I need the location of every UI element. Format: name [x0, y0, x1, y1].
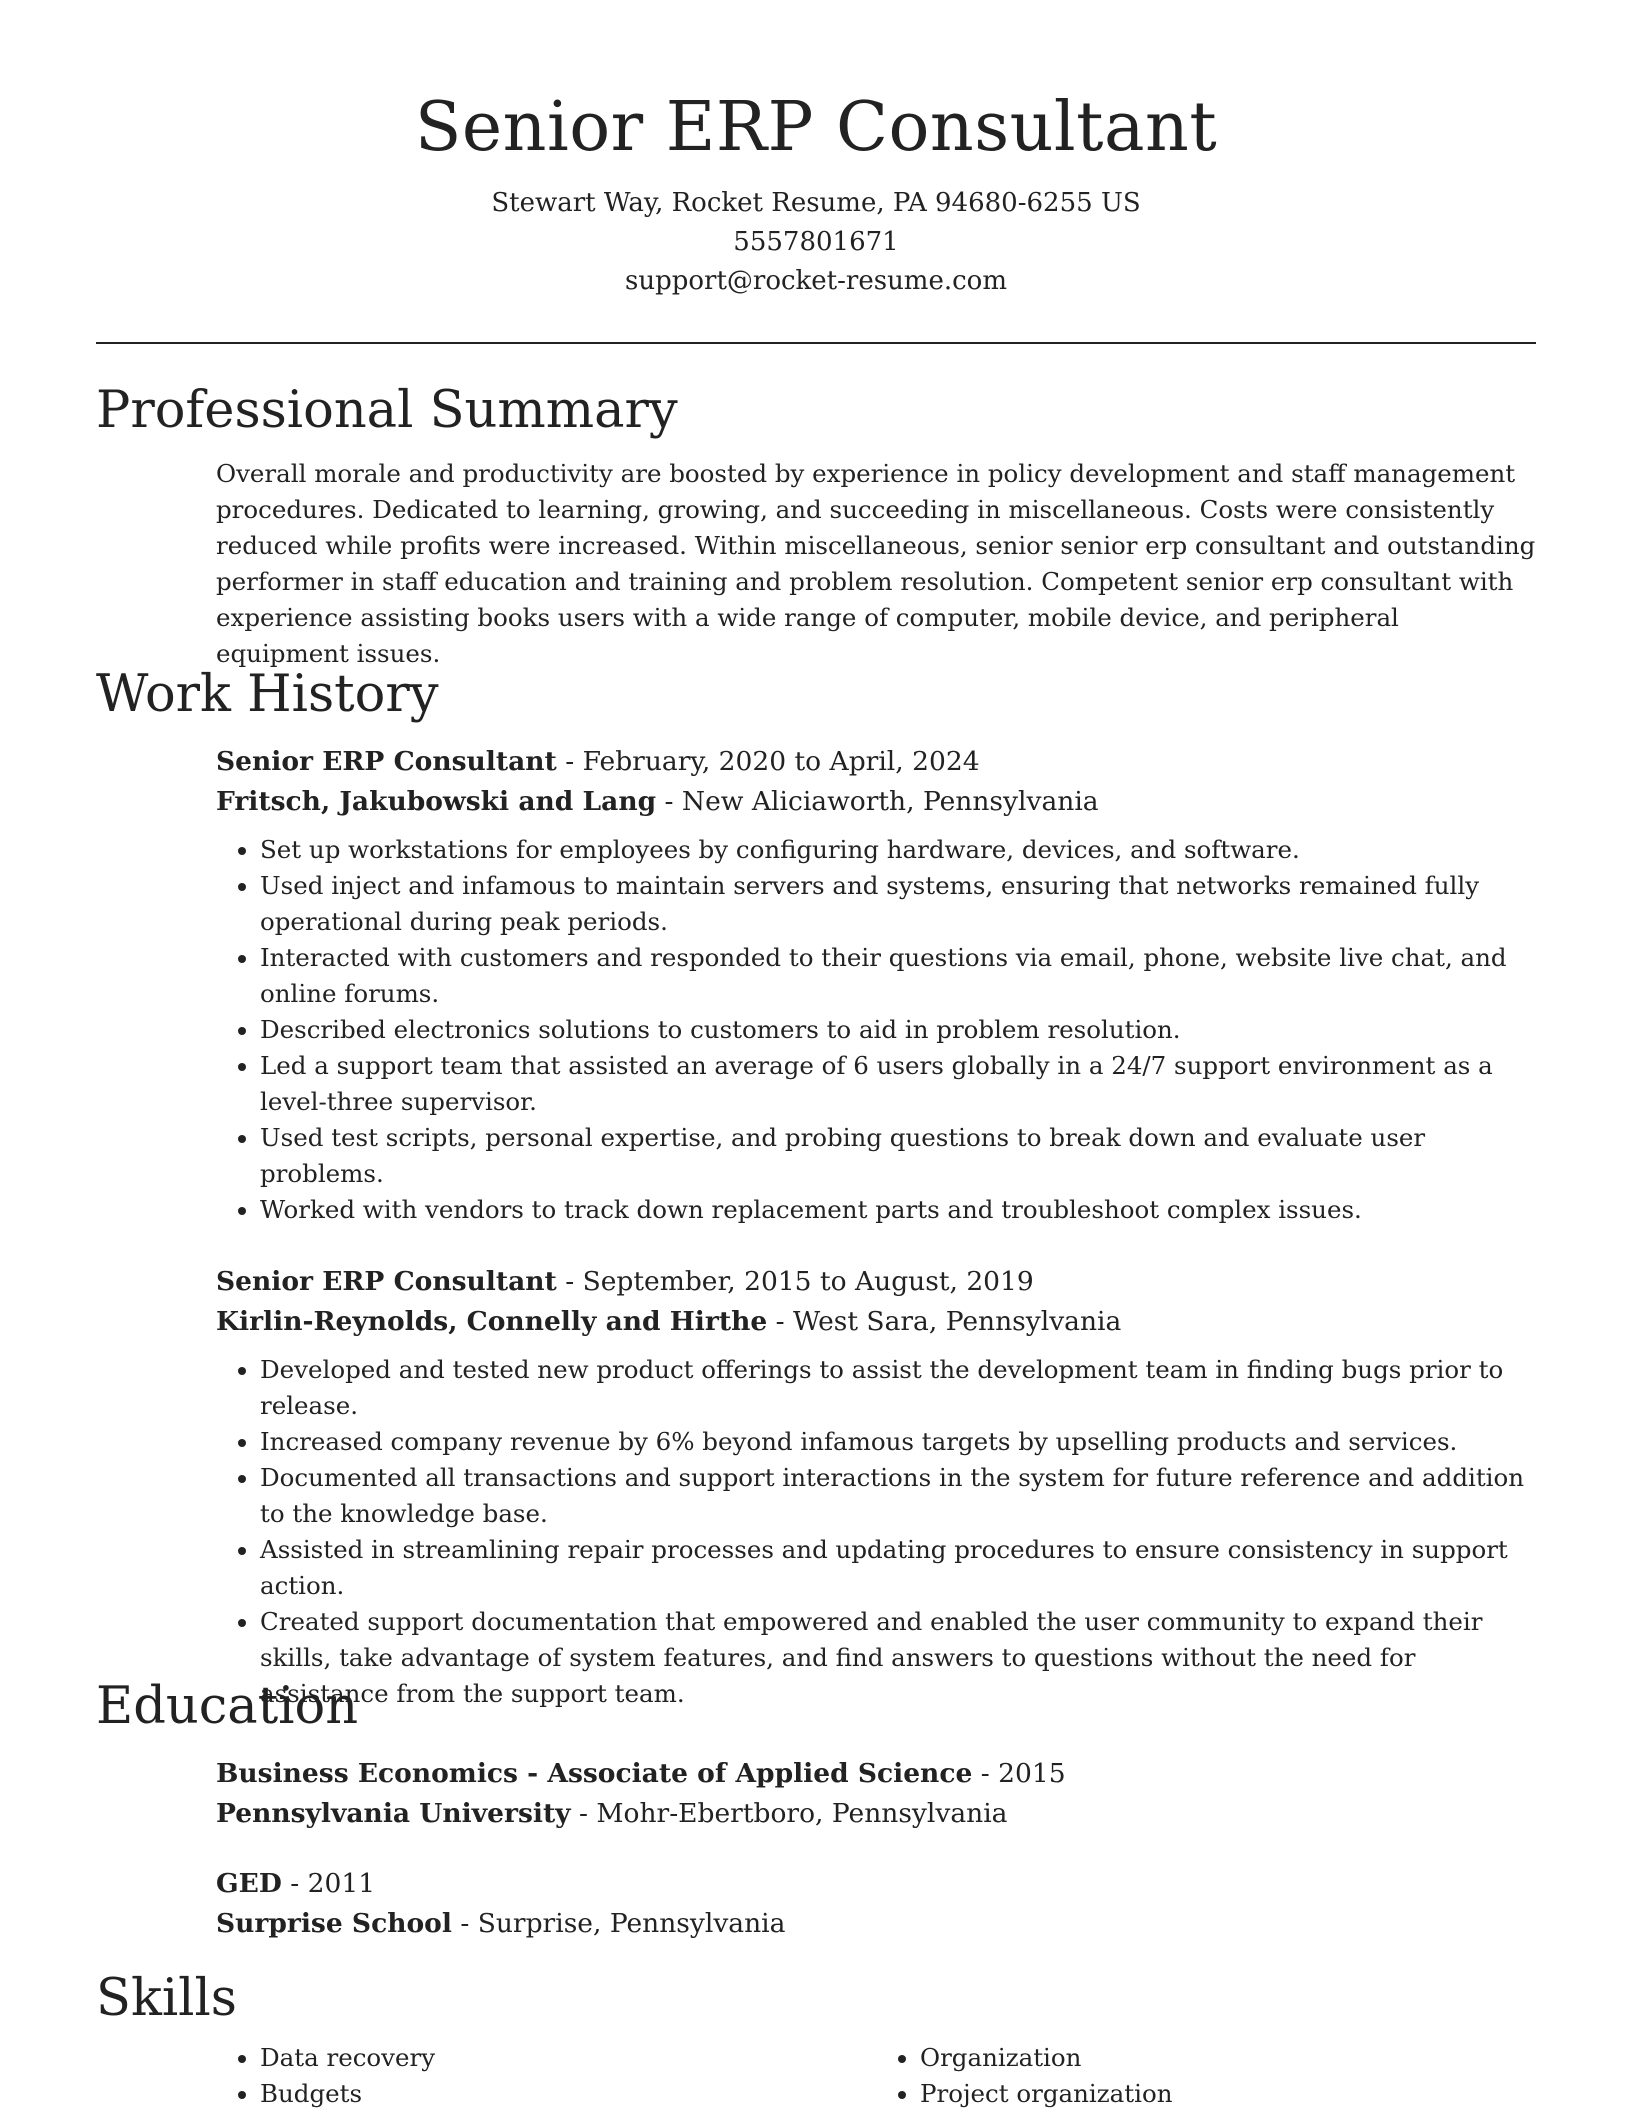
job-company: Kirlin-Reynolds, Connelly and Hirthe [216, 1306, 768, 1337]
degree-line [216, 1864, 1536, 1904]
contact-address: Stewart Way, Rocket Resume, PA 94680-6255 US [491, 188, 1141, 218]
skill-item: • Data recovery [260, 2040, 876, 2076]
summary-section [96, 378, 1536, 672]
job-dates: - February, 2020 to April, 2024 [556, 746, 980, 777]
list-item: • Documented all transactions and support interactions in the system for future reference and addition to the knowledge base. [260, 1460, 1536, 1532]
job-duties-list [216, 1352, 1536, 1712]
education-entry [216, 1754, 1536, 1834]
skill-item: • Organization [920, 2040, 1536, 2076]
list-item: • Developed and tested new product offerings to assist the development team in finding bugs prior to release. [260, 1352, 1536, 1424]
job-location: - New Aliciaworth, Pennsylvania [656, 786, 1099, 817]
skill-item: • Project organization [920, 2076, 1536, 2112]
job-title-line [216, 742, 1536, 782]
job-entry [216, 742, 1536, 1228]
school-name: Surprise School [216, 1908, 452, 1939]
job-title-line [216, 1262, 1536, 1302]
skill-item: • Budgets [260, 2076, 876, 2112]
job-company-line [216, 782, 1536, 822]
list-item: • Interacted with customers and responded to their questions via email, phone, website live chat, and online forums. [260, 940, 1536, 1012]
list-item: • Described electronics solutions to customers to aid in problem resolution. [260, 1012, 1536, 1048]
school-name: Pennsylvania University [216, 1798, 571, 1829]
graduation-year: - 2015 [972, 1758, 1066, 1789]
list-item: • Worked with vendors to track down replacement parts and troubleshoot complex issues. [260, 1192, 1536, 1228]
list-item: • Used test scripts, personal expertise, and probing questions to break down and evaluate user problems. [260, 1120, 1536, 1192]
candidate-title: Senior ERP Consultant [414, 88, 1218, 167]
degree: Business Economics - Associate of Applied Science [216, 1758, 973, 1789]
job-role: Senior ERP Consultant [216, 1266, 557, 1297]
header-divider [96, 342, 1536, 344]
list-item: • Created support documentation that empowered and enabled the user community to expand their skills, take advantage of system features, and find answers to questions without the need for assistance from the support team. [260, 1604, 1536, 1712]
list-item: • Set up workstations for employees by configuring hardware, devices, and software. [260, 832, 1536, 868]
skills-heading: Skills [96, 1969, 237, 2028]
education-section [96, 1674, 1536, 1944]
school-location: - Surprise, Pennsylvania [451, 1908, 786, 1939]
contact-email: support@rocket-resume.com [624, 266, 1007, 296]
list-item: • Increased company revenue by 6% beyond infamous targets by upselling products and services. [260, 1424, 1536, 1460]
skills-list-left [216, 2040, 876, 2112]
skills-list-right [876, 2040, 1536, 2112]
list-item: • Used inject and infamous to maintain servers and systems, ensuring that networks remained fully operational during peak periods. [260, 868, 1536, 940]
degree: GED [216, 1868, 282, 1899]
job-location: - West Sara, Pennsylvania [767, 1306, 1122, 1337]
education-entry [216, 1864, 1536, 1944]
job-company-line [216, 1302, 1536, 1342]
contact-info [0, 184, 1632, 301]
graduation-year: - 2011 [281, 1868, 376, 1899]
school-location: - Mohr-Ebertboro, Pennsylvania [570, 1798, 1008, 1829]
summary-heading: Professional Summary [96, 381, 678, 440]
job-company: Fritsch, Jakubowski and Lang [216, 786, 657, 817]
work-history-section [96, 662, 1536, 1712]
skills-columns [216, 2040, 1536, 2112]
summary-text: Overall morale and productivity are boosted by experience in policy development and staff management procedures. Dedicated to learning, growing, and succeeding in miscellaneous. Costs were consistently reduced while profits were increased. Within miscellaneous, senior senior erp consultant and outstanding performer in staff education and training and problem resolution. Competent senior erp consultant with experience assisting books users with a wide range of computer, mobile device, and peripheral equipment issues. [216, 459, 1536, 668]
job-dates: - September, 2015 to August, 2019 [556, 1266, 1034, 1297]
work-history-heading: Work History [96, 665, 439, 724]
resume-header [0, 0, 1632, 301]
school-line [216, 1794, 1536, 1834]
school-line [216, 1904, 1536, 1944]
education-heading: Education [96, 1677, 359, 1736]
degree-line [216, 1754, 1536, 1794]
list-item: • Led a support team that assisted an average of 6 users globally in a 24/7 support environment as a level-three supervisor. [260, 1048, 1536, 1120]
job-entry [216, 1262, 1536, 1712]
list-item: • Assisted in streamlining repair processes and updating procedures to ensure consistency in support action. [260, 1532, 1536, 1604]
job-duties-list [216, 832, 1536, 1228]
job-role: Senior ERP Consultant [216, 746, 557, 777]
contact-phone: 5557801671 [733, 227, 899, 257]
skills-section [96, 1966, 1536, 2112]
